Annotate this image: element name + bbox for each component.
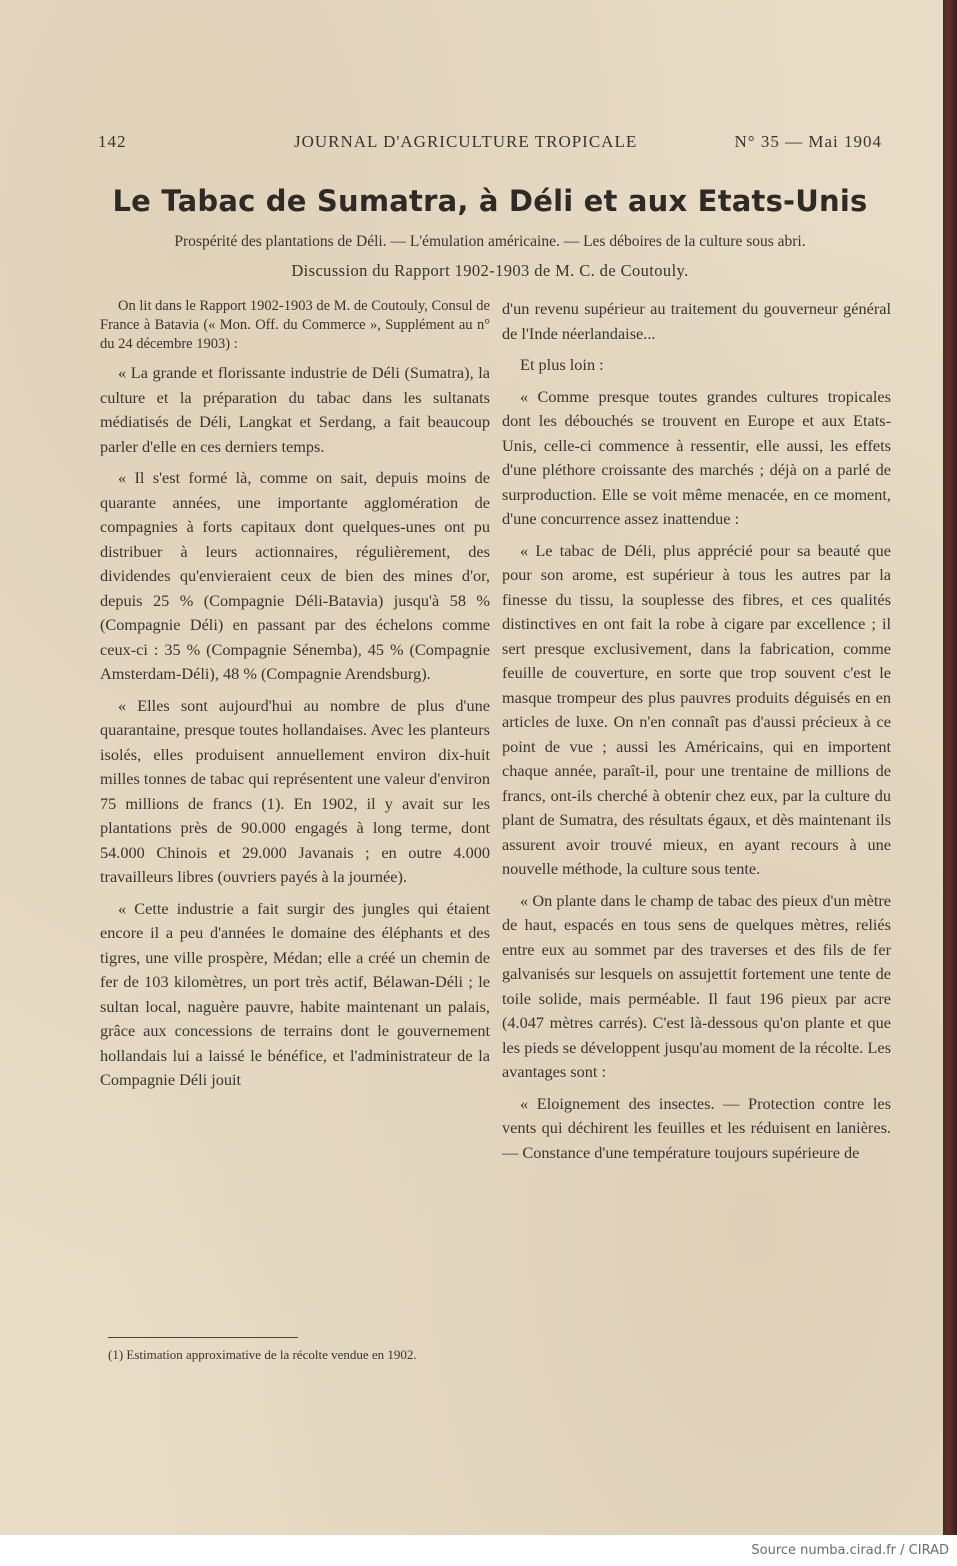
paragraph: « Elles sont aujourd'hui au nombre de plus d'une quarantaine, presque toutes hollandaises. Avec les planteurs isolés, elles produisent annuellement environ dix-huit milles tonnes de tabac qui représentent une valeur d'environ 75 millions de francs (1). En 1902, il y avait sur les plantations près de 90.000 engagés à long terme, dont 54.000 Chinois et 29.000 Javanais ; en outre 4.000 travailleurs libres (ouvriers payés à la journée). — [100, 695, 490, 886]
left-column — [100, 297, 490, 1100]
paragraph: « Il s'est formé là, comme on sait, depuis moins de quarante années, une importante agglomération de compagnies à forts capitaux dont quelques-unes ont pu distribuer à leurs actionnaires, régulièrement, des dividendes qu'envieraient ceux de bien des mines d'or, depuis 25 % (Compagnie Déli-Batavia) jusqu'à 58 % (Compagnie Déli) en passant par des échelons comme ceux-ci : 35 % (Compagnie Sénemba), 45 % (Compagnie Amsterdam-Déli), 48 % (Compagnie Arendsburg). — [100, 468, 490, 683]
paragraph: « Comme presque toutes grandes cultures tropicales dont les débouchés se trouvent en Europe et aux Etats-Unis, celle-ci commence à ressentir, elle aussi, les effets d'une pléthore croissante des marchés ; déjà on a parlé de surproduction. Elle se voit même menacée, en ce moment, d'une concurrence assez inattendue : — [502, 386, 891, 528]
article-subtitle: Prospérité des plantations de Déli. — L'émulation américaine. — Les déboires de la culture sous abri. — [174, 233, 806, 250]
intro-paragraph: On lit dans le Rapport 1902-1903 de M. de Coutouly, Consul de France à Batavia (« Mon. Off. du Commerce », Supplément au n° du 24 décembre 1903) : — [100, 298, 490, 352]
footnote-rule — [108, 1337, 298, 1338]
source-credit: Source numba.cirad.fr / CIRAD — [751, 1543, 949, 1558]
paragraph: « On plante dans le champ de tabac des pieux d'un mètre de haut, espacés en tous sens de quelques mètres, reliés entre eux au sommet par des traverses et des fils de fer galvanisés sur lesquels on assujettit fortement une tente de toile solide, mais perméable. Il faut 196 pieux par acre (4.047 mètres carrés). C'est là-dessous qu'on plante et que les pieds se développent jusqu'au moment de la récolte. Les avantages sont : — [502, 890, 891, 1081]
paragraph: « Le tabac de Déli, plus apprécié pour sa beauté que pour son arome, est supérieur à tous les autres par la finesse du tissu, la souplesse des fibres, et ces qualités distinctives en ont fait la robe à cigare par excellence ; il sert presque exclusivement, dans la fabrication, comme feuille de couverture, en sorte que trop souvent c'est le masque trompeur des plus pauvres produits déguisés en en articles de luxe. On n'en connaît pas d'aussi précieux à ce point de vue ; aussi les Américains, qui en importent chaque année, paraît-il, pour une trentaine de millions de francs, ont-ils cherché à obtenir chez eux, par la culture du plant de Sumatra, des résultats égaux, et dès maintenant ils assurent avoir trouvé mieux, en ayant recours à une nouvelle méthode, la culture sous tente. — [502, 540, 891, 878]
running-head — [98, 132, 882, 156]
paragraph: « Eloignement des insectes. — Protection contre les vents qui déchirent les feuilles et les réduisent en lanières. — Constance d'une température toujours supérieure de — [502, 1093, 891, 1162]
page-number: 142 — [98, 132, 127, 151]
journal-title: JOURNAL D'AGRICULTURE TROPICALE — [294, 132, 638, 151]
footnote: (1) Estimation approximative de la récolte vendue en 1902. — [108, 1347, 417, 1362]
article-title: Le Tabac de Sumatra, à Déli et aux Etats-Unis — [112, 184, 868, 218]
issue-date: N° 35 — Mai 1904 — [734, 132, 882, 151]
right-column — [502, 297, 891, 1172]
paragraph: Et plus loin : — [520, 355, 604, 374]
paragraph: « La grande et florissante industrie de Déli (Sumatra), la culture et la préparation du tabac dans les sultanats médiatisés de Déli, Langkat et Serdang, a fait beaucoup parler d'elle en ces derniers temps. — [100, 363, 490, 456]
article-discussion-line: Discussion du Rapport 1902-1903 de M. C. de Coutouly. — [291, 261, 689, 280]
book-binding-edge — [943, 0, 957, 1535]
paragraph: « Cette industrie a fait surgir des jungles qui étaient encore il a peu d'années le domaine des éléphants et des tigres, une ville prospère, Médan; elle a créé un chemin de fer de 103 kilomètres, un port très actif, Bélawan-Déli ; le sultan local, naguère pauvre, habite maintenant un palais, grâce aux concessions de terrains dont le gouvernement hollandais lui a laissé le bénéfice, et l'administrateur de la Compagnie Déli jouit — [100, 898, 490, 1089]
paragraph: d'un revenu supérieur au traitement du gouverneur général de l'Inde néerlandaise... — [502, 299, 891, 343]
